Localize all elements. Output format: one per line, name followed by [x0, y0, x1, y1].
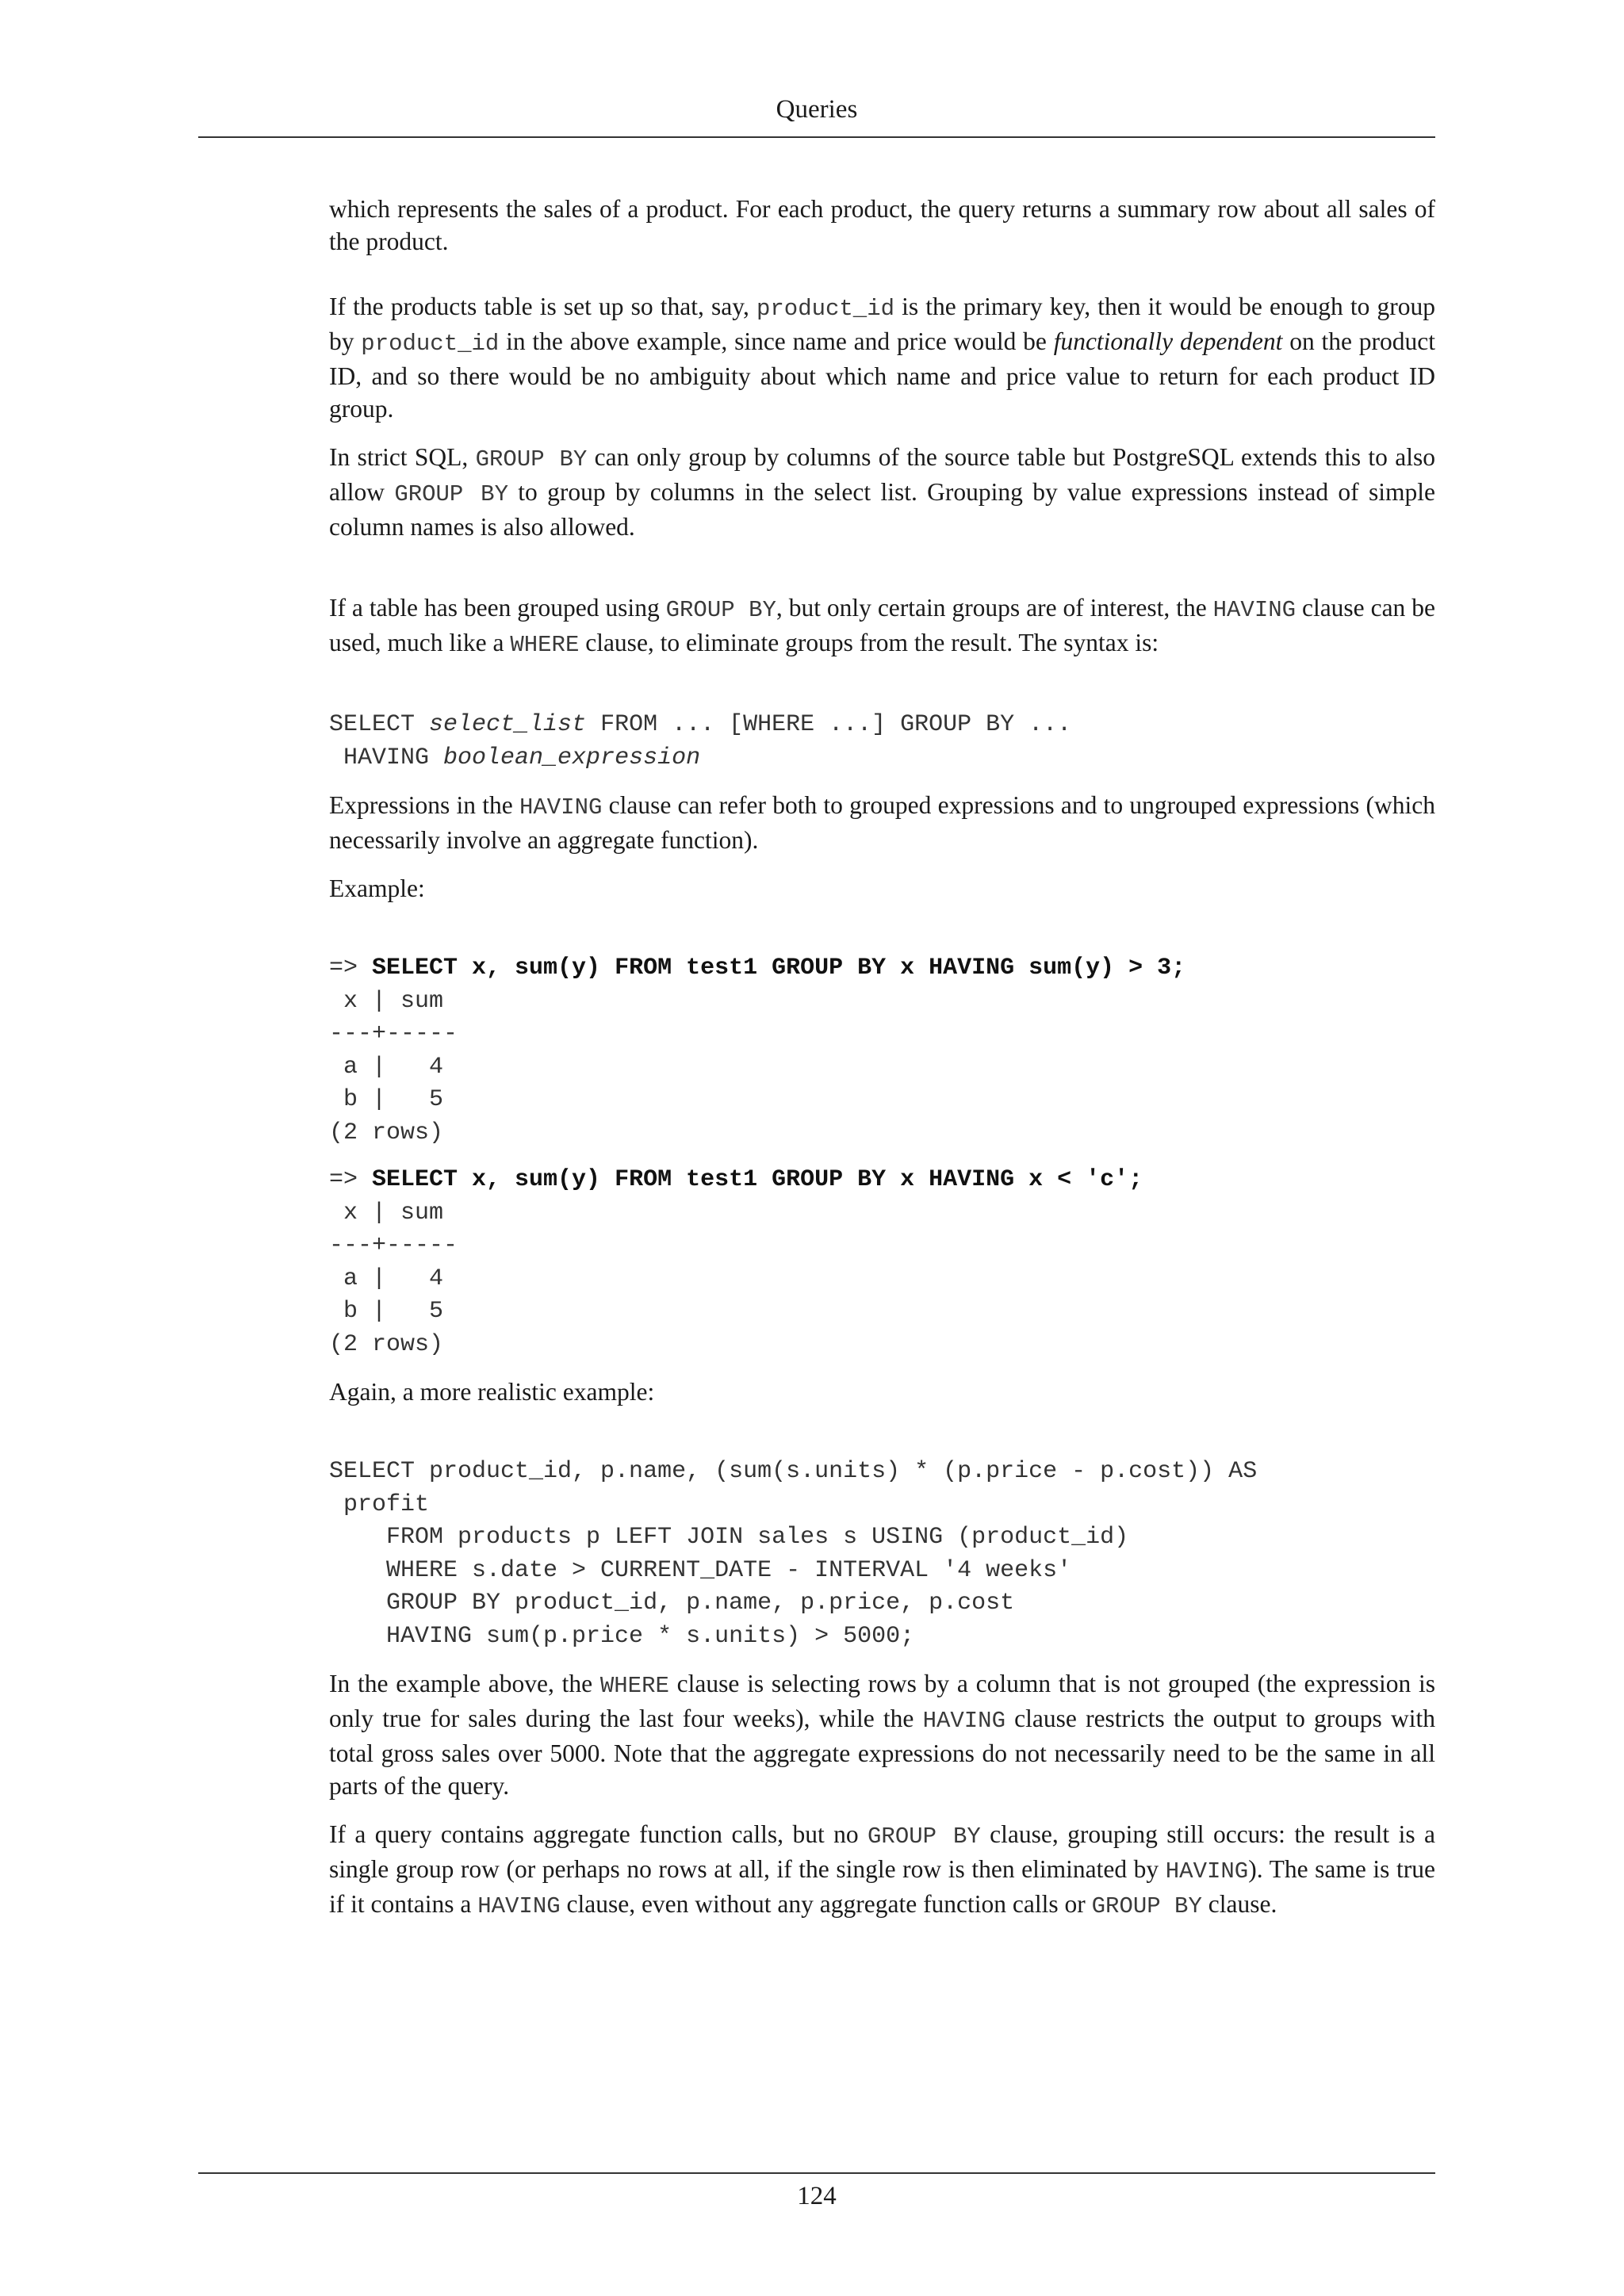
paragraph-example-label: Example:: [329, 874, 425, 902]
text-run: If a query contains aggregate function calls, but no: [329, 1820, 868, 1848]
inline-code: HAVING: [519, 794, 603, 821]
sql-command: SELECT x, sum(y) FROM test1 GROUP BY x HAVING sum(y) > 3;: [372, 955, 1186, 982]
text-run: clause can be used, much like a: [329, 594, 1435, 656]
header-rule: [198, 136, 1435, 138]
code-placeholder: select_list: [429, 711, 587, 738]
example-query-1: [329, 952, 1435, 1150]
page-content: [329, 193, 1435, 1923]
text-run: , but only certain groups are of interest, the: [776, 594, 1213, 622]
emphasis-term: functionally dependent: [1053, 327, 1283, 355]
running-header: Queries: [776, 95, 858, 124]
inline-code: HAVING: [922, 1708, 1005, 1734]
text-run: If the products table is set up so that, say,: [329, 293, 756, 320]
text-run: clause is selecting rows by a column that is not grouped (the expression is only true for sales during the last four weeks), while the: [329, 1670, 1435, 1732]
code-placeholder: boolean_expression: [443, 744, 701, 771]
example-query-3: SELECT product_id, p.name, (sum(s.units) * (p.price - p.cost)) AS profit FROM products p LEFT JOIN sales s USING (product_id) WHERE s.date > CURRENT_DATE - INTERVAL '4 weeks' GROUP BY product_id, p.name, p.price, p.cost HAVING sum(p.price * s.units) > 5000;: [329, 1458, 1258, 1650]
syntax-block: [329, 709, 1435, 775]
paragraph-functional-dependency: [329, 290, 1435, 425]
text-run: If a table has been grouped using: [329, 594, 666, 622]
text-run: clause.: [1201, 1890, 1277, 1918]
inline-code: GROUP BY: [475, 446, 588, 473]
text-run: to group by columns in the select list. Grouping by value expressions instead of simple column names is also allowed.: [329, 478, 1435, 541]
code-text: FROM ... [WHERE ...] GROUP BY ...: [586, 711, 1072, 738]
inline-code: WHERE: [510, 632, 580, 658]
example-query-2: [329, 1164, 1435, 1361]
query-output: x | sum ---+----- a | 4 b | 5 (2 rows): [329, 1199, 458, 1358]
text-run: In strict SQL,: [329, 443, 476, 471]
text-run: clause can refer both to grouped expressions and to ungrouped expressions (which necessarily involve an aggregate function).: [329, 791, 1435, 854]
footer-rule: [198, 2172, 1435, 2174]
paragraph-having-expressions: [329, 789, 1435, 856]
paragraph-no-group-by: [329, 1818, 1435, 1923]
inline-code: product_id: [361, 331, 500, 357]
paragraph-strict-sql: [329, 441, 1435, 543]
text-run: clause, grouping still occurs: the result is a single group row (or perhaps no rows at all, if the single row is then eliminated by: [329, 1820, 1435, 1883]
text-run: ). The same is true if it contains a: [329, 1855, 1435, 1918]
text-run: In the example above, the: [329, 1670, 600, 1697]
inline-code: HAVING: [477, 1893, 561, 1919]
text-run: in the above example, since name and price would be: [499, 327, 1054, 355]
code-text: SELECT: [329, 711, 430, 738]
inline-code: GROUP BY: [394, 481, 508, 507]
text-run: clause, to eliminate groups from the result. The syntax is:: [579, 629, 1159, 656]
inline-code: WHERE: [599, 1673, 669, 1699]
inline-code: product_id: [756, 296, 895, 322]
text-run: on the product ID, and so there would be no ambiguity about which name and price value to return for each product ID group.: [329, 327, 1435, 423]
sql-command: SELECT x, sum(y) FROM test1 GROUP BY x HAVING x < 'c';: [372, 1166, 1143, 1193]
psql-prompt: =>: [329, 1166, 373, 1193]
inline-code: GROUP BY: [1091, 1893, 1202, 1919]
text-run: clause, even without any aggregate function calls or: [560, 1890, 1092, 1918]
paragraph-example-explanation: [329, 1667, 1435, 1802]
text-run: can only group by columns of the source table but PostgreSQL extends this to also allow: [329, 443, 1435, 506]
code-text: HAVING: [329, 744, 444, 771]
inline-code: GROUP BY: [665, 597, 776, 623]
text-run: Expressions in the: [329, 791, 519, 819]
paragraph-realistic-example: Again, a more realistic example:: [329, 1378, 655, 1406]
paragraph-summary-row: which represents the sales of a product. For each product, the query returns a summary row about all sales of the product.: [329, 195, 1435, 255]
inline-code: HAVING: [1212, 597, 1297, 623]
psql-prompt: =>: [329, 955, 373, 982]
page-number: 124: [797, 2182, 837, 2210]
text-run: is the primary key, then it would be enough to group by: [329, 293, 1435, 355]
inline-code: HAVING: [1165, 1858, 1249, 1885]
query-output: x | sum ---+----- a | 4 b | 5 (2 rows): [329, 987, 458, 1146]
paragraph-having-intro: [329, 591, 1435, 661]
inline-code: GROUP BY: [868, 1823, 981, 1850]
text-run: clause restricts the output to groups with total gross sales over 5000. Note that the aggregate expressions do not necessarily need to be the same in all parts of the query.: [329, 1705, 1435, 1800]
